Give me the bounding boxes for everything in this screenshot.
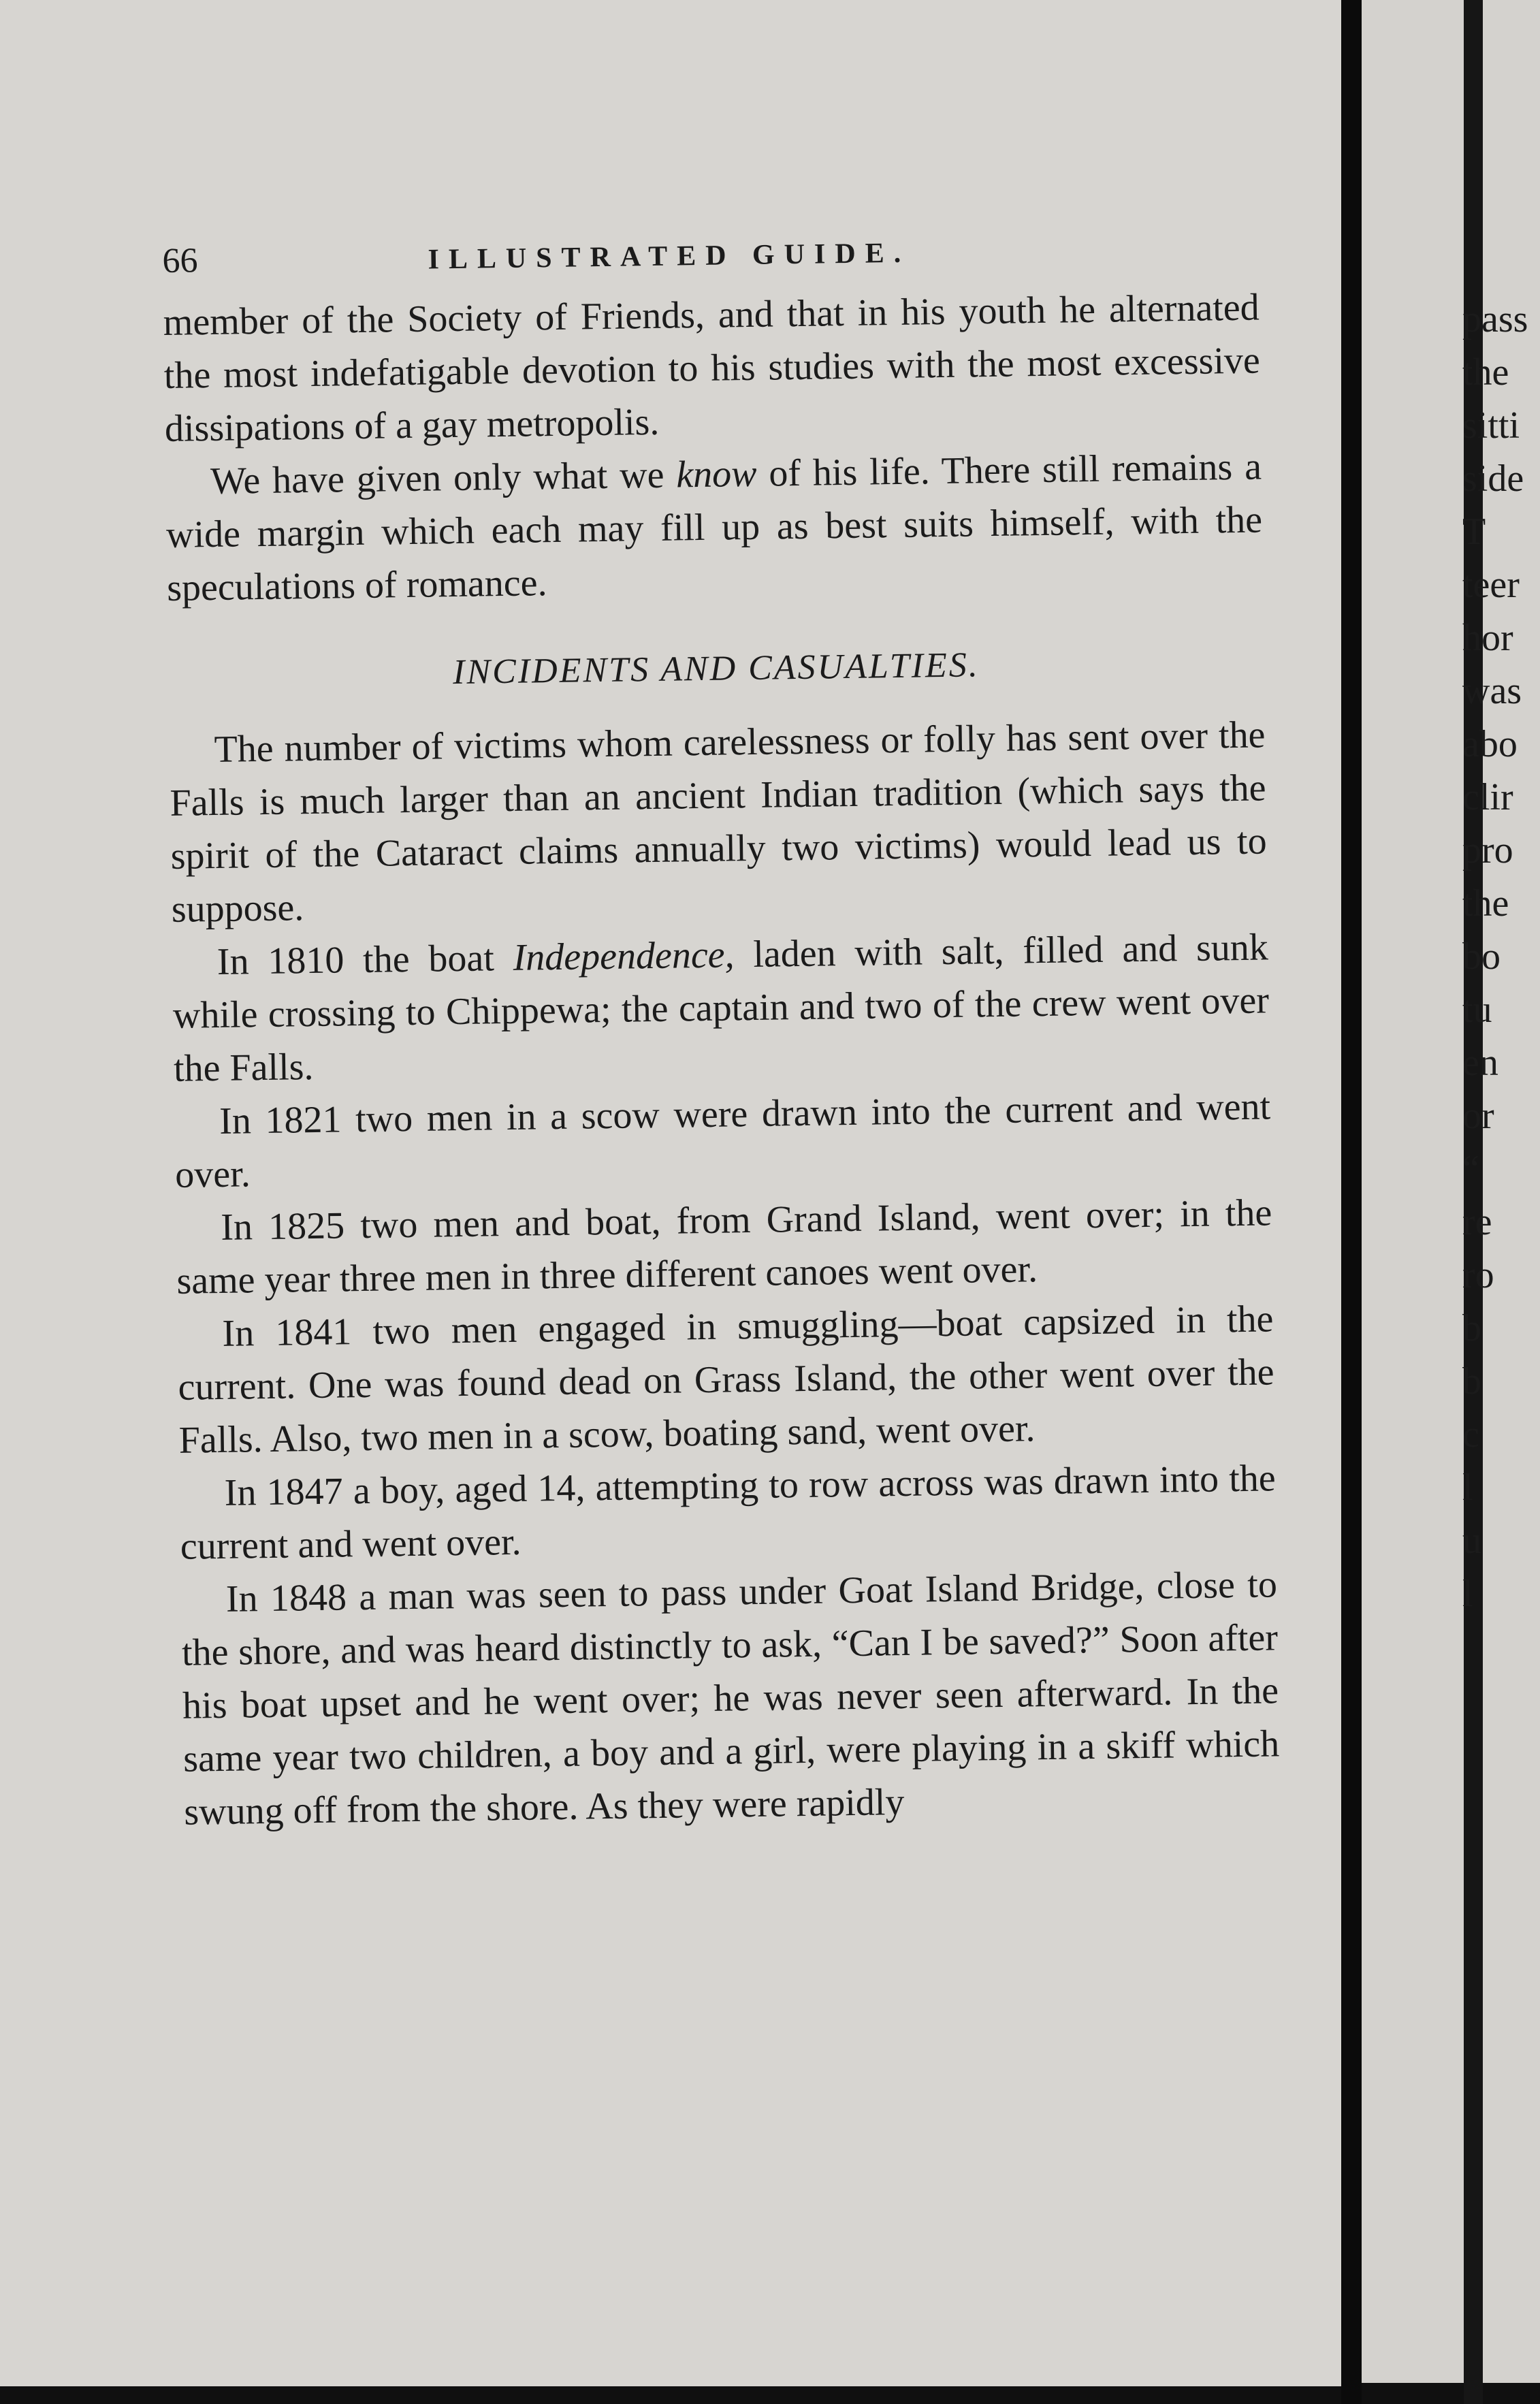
facing-page-fragments [1462, 293, 1540, 1620]
text-run: In 1810 the boat [216, 936, 514, 983]
paragraph: In 1848 a man was seen to pass under Goat Island Bridge, close to the shore, and was heard distinctly to ask, “Can I be saved?” Soon after his boat upset and he went over; he was never seen afterward. In the same year two children, a boy and a girl, were playing in a skiff which swung off from the shore. As they were rapidly [181, 1563, 1280, 1833]
paragraph: The number of victims whom carelessness or folly has sent over the Falls is much larger than an ancient Indian tradition (which says the spirit of the Cataract claims annually two victims) would lead us to suppose. [170, 714, 1268, 931]
facing-page-line: “ [1462, 1148, 1479, 1190]
facing-page-line: b [1462, 1307, 1481, 1349]
facing-page-line: was [1462, 670, 1522, 712]
facing-page-line: the [1462, 351, 1509, 394]
paragraph: In 1841 two men engaged in smuggling—boat capsized in the current. One was found dead on Grass Island, the other went over the Falls. Also, two men in a scow, boating sand, went over. [178, 1298, 1274, 1462]
facing-page-line: hor [1462, 617, 1513, 659]
facing-page-line: or [1462, 1095, 1494, 1137]
section-heading: INCIDENTS AND CASUALTIES. [452, 645, 980, 692]
paragraph: member of the Society of Friends, and that in his youth he alternated the most indefatigable devotion to his studies with the most excessive dissipations of a gay metropolis. [163, 286, 1261, 450]
page-number: 66 [162, 241, 198, 281]
text-run: We have given only what we [210, 453, 677, 503]
facing-page-line: clir [1462, 776, 1513, 818]
paragraph [165, 440, 1264, 614]
paragraph: In 1847 a boy, aged 14, attempting to row across was drawn into the current and went over. [180, 1457, 1277, 1568]
text-run: laden with salt, filled and sunk while crossing to Chippewa; the captain and two of the crew went over the Falls. [172, 926, 1270, 1090]
facing-page-line: u [1462, 1520, 1481, 1562]
facing-page-line: l [1462, 1573, 1473, 1615]
facing-page-line: re [1462, 1201, 1492, 1243]
book-spine [1341, 0, 1362, 2404]
facing-page-line: c [1462, 1413, 1479, 1456]
facing-page-line: en [1462, 1042, 1498, 1084]
facing-page-line: bo [1462, 935, 1501, 978]
text-run: of his life. There still remains a wide margin which each may fill up as best suits himself, with the speculations of romance. [165, 445, 1263, 609]
facing-page-line: teer [1462, 564, 1520, 606]
facing-page-line: pass [1462, 298, 1528, 340]
paragraph: In 1825 two men and boat, from Grand Island, went over; in the same year three men in three different canoes went over. [176, 1191, 1272, 1302]
facing-page-line: abo [1462, 723, 1518, 765]
facing-page-line: l [1462, 1467, 1473, 1509]
emphasis-text: Independence, [513, 933, 735, 979]
facing-page-line: T [1462, 511, 1486, 553]
emphasis-text: know [675, 452, 757, 496]
facing-page-line: the [1462, 882, 1509, 925]
facing-page-line: ro [1462, 1254, 1494, 1296]
facing-page-line: tu [1462, 989, 1492, 1031]
facing-page-line: sitti [1462, 404, 1520, 447]
facing-page-line: b [1462, 1360, 1481, 1403]
facing-page-line: side [1462, 458, 1524, 500]
facing-page-line: pro [1462, 829, 1513, 871]
paragraph: In 1821 two men in a scow were drawn into the current and went over. [174, 1085, 1271, 1196]
paragraph [172, 920, 1270, 1095]
left-page-text [162, 220, 1281, 1839]
running-title: ILLUSTRATED GUIDE. [428, 237, 911, 276]
